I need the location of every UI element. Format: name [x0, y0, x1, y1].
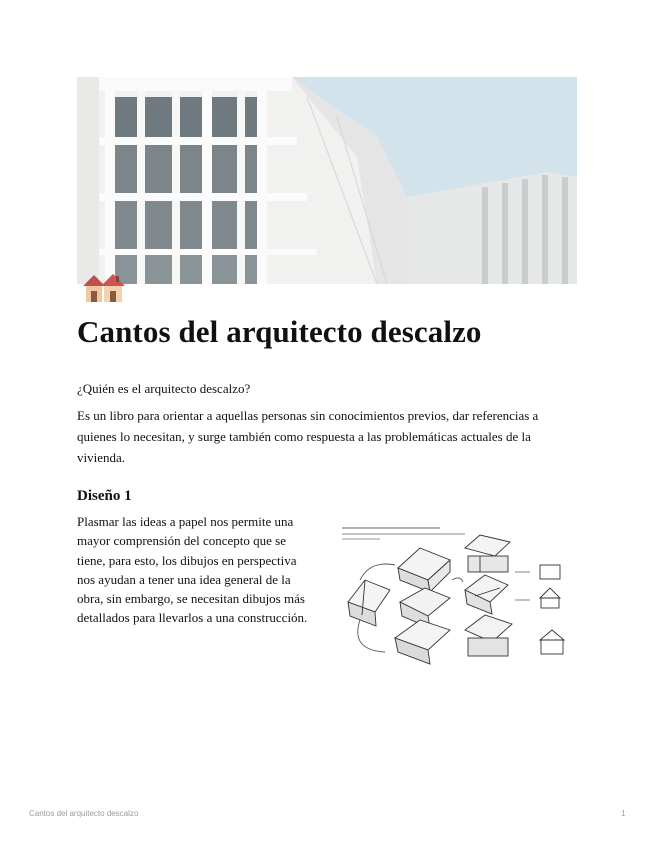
page-title: Cantos del arquitecto descalzo: [77, 314, 482, 349]
cover-image: [77, 77, 577, 284]
footer-page-number: 1: [621, 809, 626, 818]
footer-document-title: Cantos del arquitecto descalzo: [29, 809, 139, 818]
section-body: Plasmar las ideas a papel nos permite una mayor comprensión del concepto que se tiene, para esto, los dibujos en perspectiva nos ayudan a tener una idea general de la obra, sin embargo, se necesitan dibujos más detallados para llevarlos a una construcción.: [77, 514, 308, 626]
section-title: Diseño 1: [77, 488, 132, 504]
intro-paragraph: Es un libro para orientar a aquellas personas sin conocimientos previos, dar referencias a quienes lo necesitan, y surge también como respuesta a las problemáticas actuales de la vivienda.: [77, 408, 539, 465]
house-icon: [81, 270, 127, 304]
subtitle: ¿Quién es el arquitecto descalzo?: [77, 381, 251, 396]
perspective-sketches-image: [340, 520, 572, 670]
building-illustration: [77, 77, 577, 284]
